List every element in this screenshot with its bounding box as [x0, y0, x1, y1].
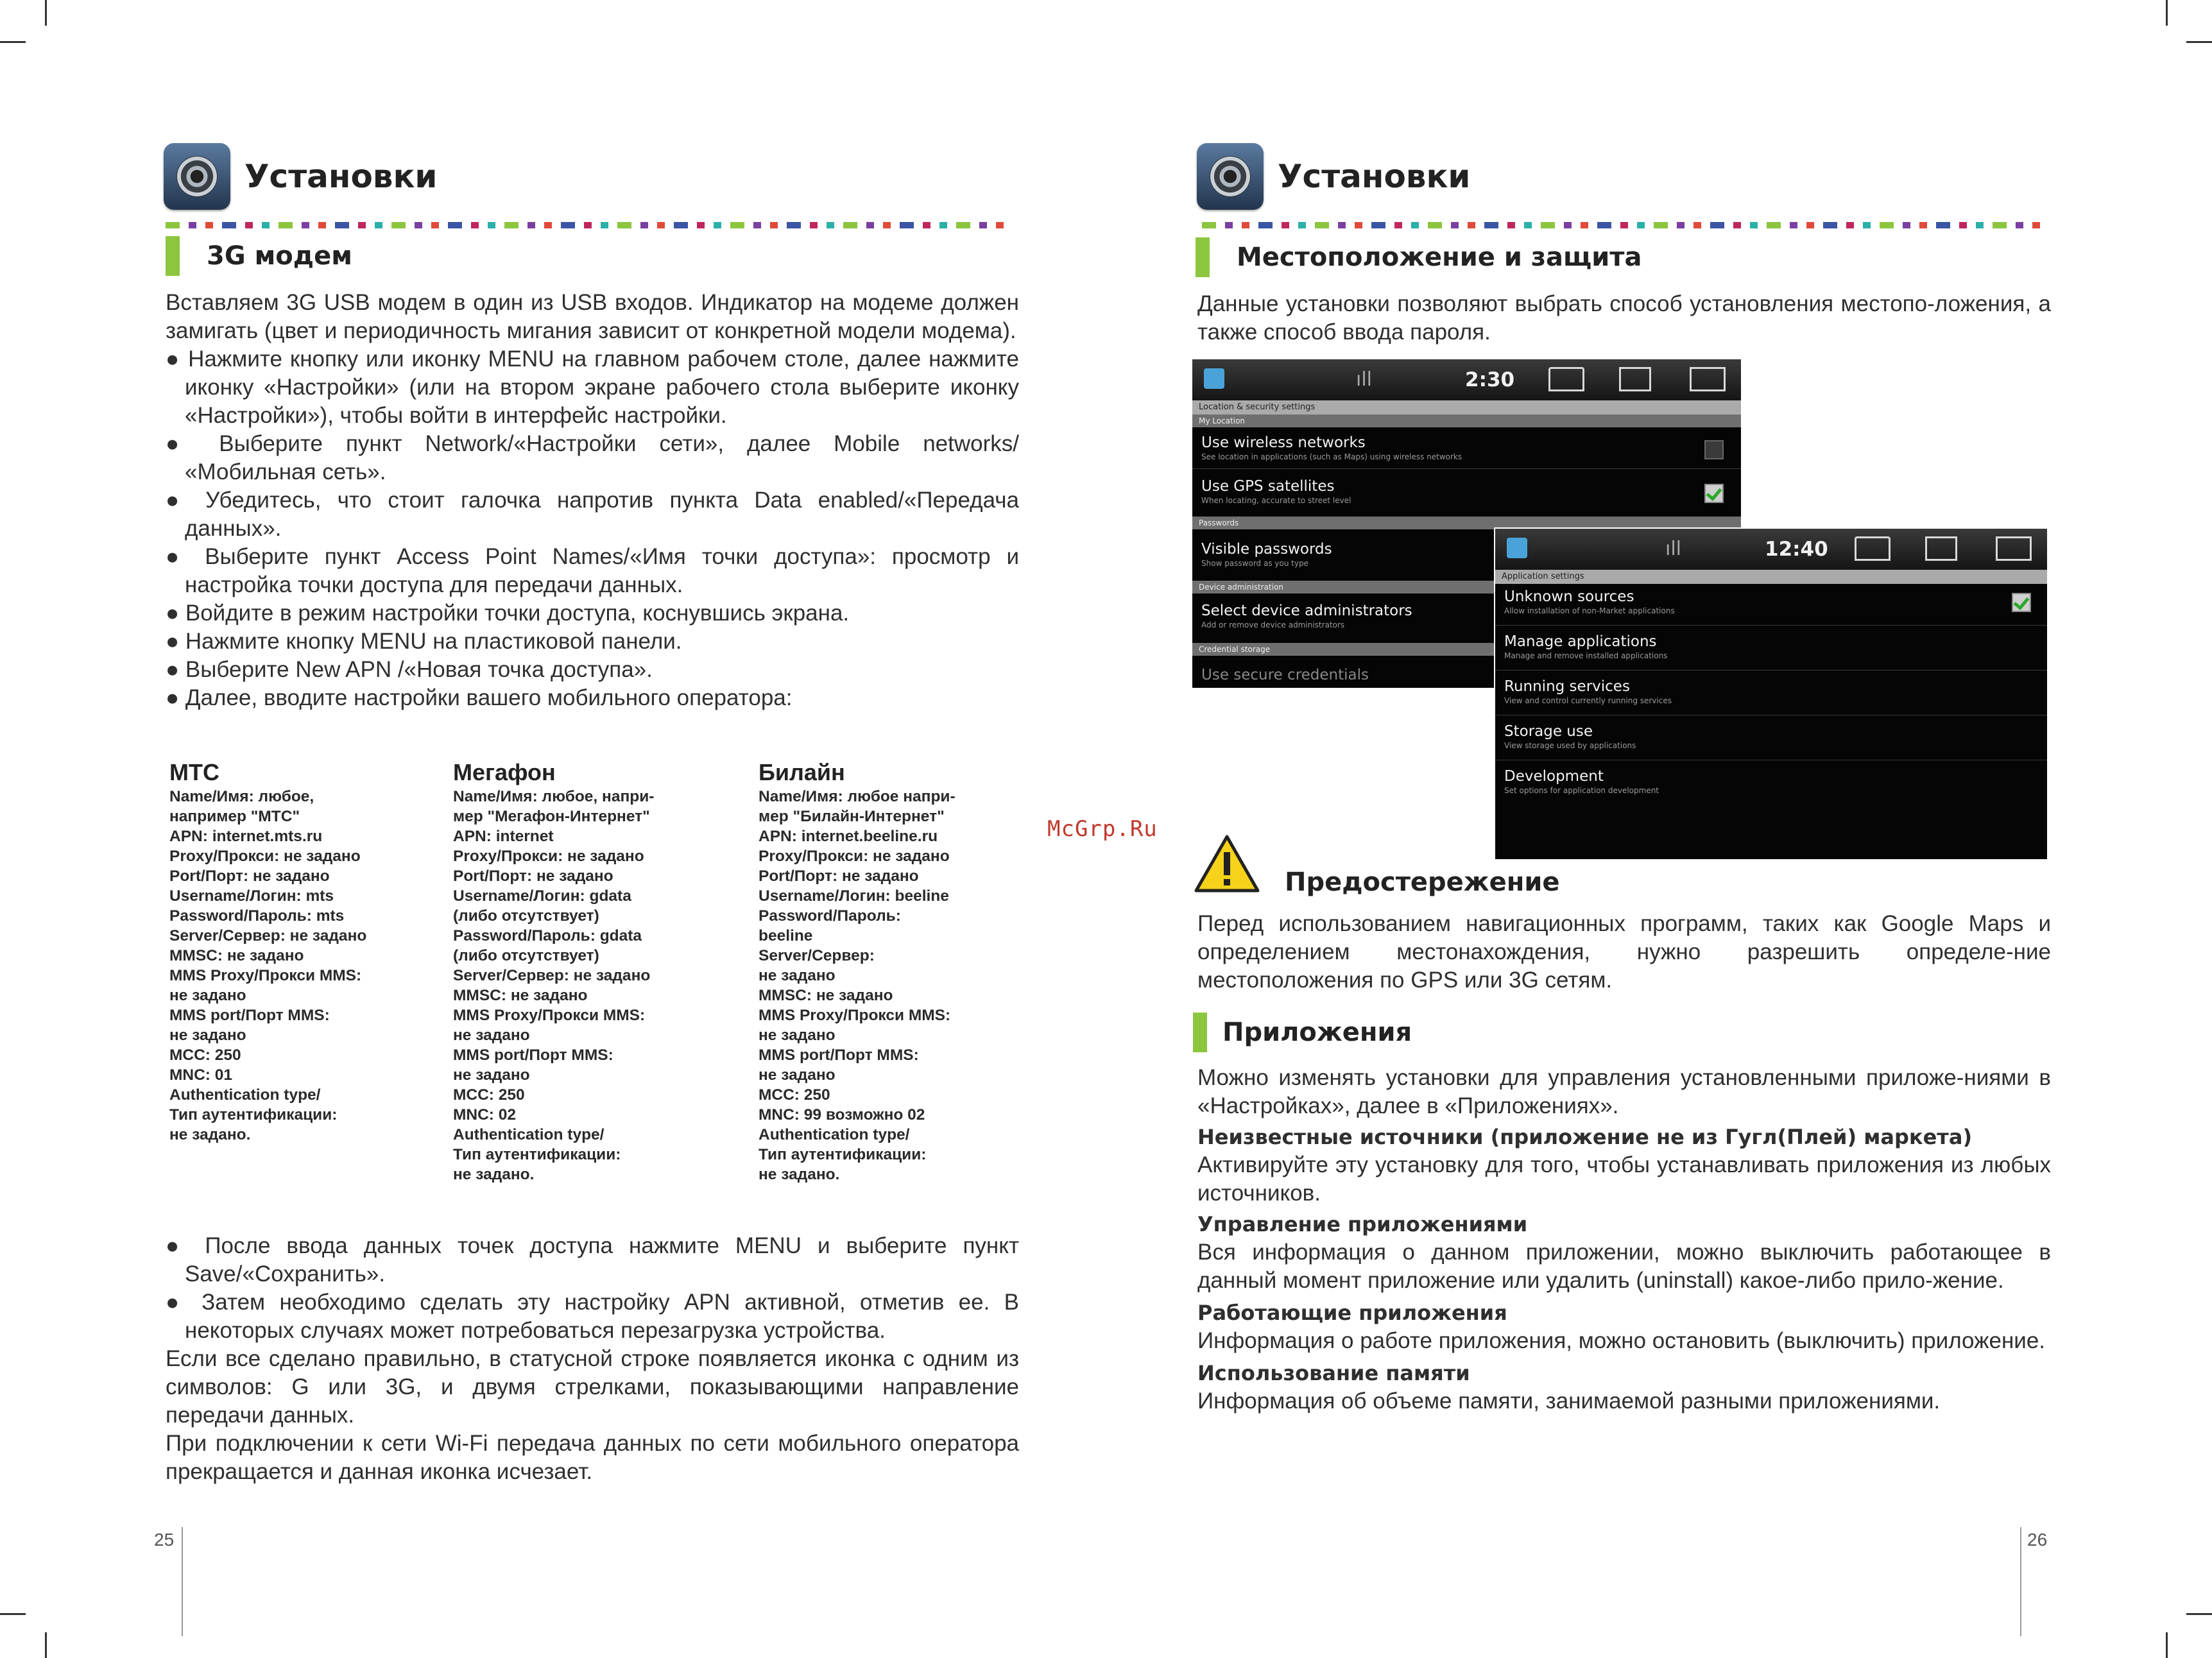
- bullet-item: ● Войдите в режим настройки точки доступа, коснувшись экрана.: [166, 601, 850, 626]
- status-bar: [1192, 359, 1741, 400]
- apps-icon: [1204, 368, 1224, 389]
- operator-setting-line: Password/Пароль: mts: [169, 907, 345, 925]
- divider-dot: [730, 222, 744, 228]
- divider-dot: [939, 222, 947, 228]
- operator-setting-line: Тип аутентификации:: [453, 1146, 621, 1163]
- setting-manage-applications[interactable]: Manage applications Manage and remove installed applications: [1504, 633, 1668, 660]
- back-icon: [1996, 536, 2032, 561]
- divider-dot: [883, 222, 891, 228]
- setting-use-gps[interactable]: Use GPS satellites When locating, accurate to street level: [1201, 478, 1351, 505]
- operator-setting-line: не задано: [759, 967, 836, 984]
- operator-setting-line: Name/Имя: любое,: [169, 788, 314, 805]
- divider-dot: [1919, 222, 1927, 228]
- operator-setting-line: Username/Логин: mts: [169, 887, 334, 905]
- divider-dot: [1298, 222, 1306, 228]
- divider-dot: [166, 222, 180, 228]
- checkbox-checked[interactable]: [2012, 593, 2031, 612]
- divider-dot: [1806, 222, 1814, 228]
- category-label: Passwords: [1192, 517, 1741, 529]
- divider-dot: [318, 222, 326, 228]
- divider-dot: [302, 222, 309, 228]
- operator-setting-line: MCC: 250: [453, 1086, 525, 1104]
- page-title: Установки: [244, 158, 438, 195]
- divider-dot: [900, 222, 914, 228]
- warning-icon: [1194, 834, 1260, 893]
- divider-dot: [657, 222, 665, 228]
- divider-dot: [488, 222, 495, 228]
- home-icon: [1548, 367, 1584, 391]
- page-number: 26: [2027, 1530, 2048, 1550]
- divider-dot: [1484, 222, 1498, 228]
- divider-dot: [1597, 222, 1611, 228]
- operator-setting-line: APN: internet.mts.ru: [169, 828, 323, 845]
- divider-dot: [1371, 222, 1385, 228]
- dotted-divider: [166, 222, 1013, 230]
- operator-setting-line: Port/Порт: не задано: [453, 867, 613, 885]
- subsection-title: Работающие приложения: [1197, 1301, 1507, 1325]
- divider-dot: [1355, 222, 1362, 228]
- divider-dot: [827, 222, 834, 228]
- divider-dot: [1654, 222, 1668, 228]
- divider-dot: [1823, 222, 1837, 228]
- operator-lines: [169, 787, 426, 1145]
- section-accent-bar: [166, 236, 180, 276]
- dotted-divider: [1202, 222, 2049, 230]
- operator-setting-line: не задано.: [169, 1126, 251, 1143]
- operator-setting-line: Username/Логин: gdata: [453, 887, 631, 905]
- divider: [1192, 468, 1741, 469]
- operator-setting-line: Тип аутентификации:: [759, 1146, 927, 1163]
- operator-setting-line: не задано: [169, 1027, 246, 1044]
- operator-megafon: [453, 758, 723, 1184]
- setting-device-admins[interactable]: Select device administrators Add or remove device administrators: [1201, 603, 1412, 629]
- setting-visible-passwords[interactable]: Visible passwords Show password as you type: [1201, 541, 1332, 568]
- section-accent-bar: [1193, 1013, 1207, 1052]
- divider-dot: [956, 222, 970, 228]
- screenshot-application-settings: [1494, 527, 2047, 859]
- subsection-title: Управление приложениями: [1197, 1212, 1528, 1236]
- divider-dot: [753, 222, 761, 228]
- operator-setting-line: APN: internet.beeline.ru: [759, 828, 938, 845]
- page-title: Установки: [1278, 158, 1471, 195]
- divider-dot: [431, 222, 439, 228]
- operator-lines: [453, 787, 723, 1184]
- divider-dot: [1903, 222, 1910, 228]
- bullet-item: ● Выберите New APN /«Новая точка доступа».: [166, 657, 653, 682]
- divider-dot: [714, 222, 721, 228]
- divider-dot: [415, 222, 422, 228]
- setting-unknown-sources[interactable]: Unknown sources Allow installation of non-Market applications: [1504, 588, 1675, 615]
- divider-dot: [1468, 222, 1475, 228]
- operator-setting-line: не задано.: [453, 1166, 535, 1183]
- operator-setting-line: не задано: [453, 1066, 530, 1084]
- category-label: My Location: [1192, 414, 1741, 427]
- subsection-title: Неизвестные источники (приложение не из Гугл(Плей) маркета): [1197, 1125, 1973, 1149]
- paragraph: Если все сделано правильно, в статусной строке появляется иконка с одним из символов: G или 3G, и двумя стрелками, показывающими направление передачи данных.: [166, 1346, 1019, 1428]
- divider-dot: [1993, 222, 2007, 228]
- section-header: [164, 141, 437, 212]
- operator-setting-line: MMS Proxy/Прокси MMS:: [169, 967, 362, 984]
- operator-setting-line: (либо отсутствует): [453, 947, 599, 964]
- divider-dot: [1282, 222, 1289, 228]
- settings-header-band: Application settings: [1495, 570, 2047, 584]
- location-text: Данные установки позволяют выбрать способ установления местопо-ложения, а также способ ввода пароля.: [1197, 291, 2051, 345]
- operator-setting-line: MMSC: не задано: [759, 987, 893, 1004]
- operator-setting-line: мер "Мегафон-Интернет": [453, 808, 650, 825]
- clock: 12:40: [1765, 538, 1828, 561]
- bullet-item: ● Убедитесь, что стоит галочка напротив пункта Data enabled/«Передача данных».: [166, 488, 1019, 541]
- divider: [1495, 625, 2047, 626]
- divider-dot: [843, 222, 857, 228]
- operator-setting-line: не задано.: [759, 1166, 840, 1183]
- divider-dot: [1581, 222, 1588, 228]
- section-title-3g: 3G модем: [166, 236, 352, 276]
- operator-setting-line: Password/Пароль:: [759, 907, 901, 925]
- operator-setting-line: MNC: 01: [169, 1066, 233, 1084]
- operator-setting-line: Port/Порт: не задано: [169, 867, 330, 885]
- divider-dot: [1315, 222, 1329, 228]
- divider-dot: [2016, 222, 2023, 228]
- apps-text: Можно изменять установки для управления установленными приложе-ниями в «Настройках», далее в «Приложениях». Неизвестные источники (приложение не из Гугл(Плей) маркета) Активируйте эту установку для того, чтобы устанавливать приложения из любых источников. Управление приложениями Вся информация о данном приложении, можно выключить работающее в данный момент приложение или удалить (uninstall) какое-либо прило-жение. Работающие приложения Информация о работе приложения, можно остановить (выключить) приложение. Использование памяти Информация об объеме памяти, занимаемой разными приложениями.: [1197, 1065, 2051, 1414]
- divider-dot: [1451, 222, 1459, 228]
- left-body-text: [166, 289, 1019, 712]
- settings-app-icon: [1197, 143, 1264, 210]
- divider-dot: [245, 222, 253, 228]
- divider-dot: [770, 222, 778, 228]
- recent-apps-icon: [1925, 536, 1957, 561]
- divider-dot: [1564, 222, 1572, 228]
- operator-setting-line: MMS Proxy/Прокси MMS:: [759, 1007, 951, 1024]
- divider-dot: [1242, 222, 1249, 228]
- divider-dot: [1733, 222, 1741, 228]
- left-after-text: [166, 1232, 1019, 1486]
- setting-storage-use[interactable]: Storage use View storage used by applications: [1504, 723, 1636, 750]
- warning-text: Перед использованием навигационных программ, таких как Google Maps и определением местонахождения, нужно разрешить определе-ние местоположения по GPS или 3G сетям.: [1197, 911, 2051, 993]
- divider-dot: [1524, 222, 1532, 228]
- section-title-apps: Приложения: [1193, 1013, 1412, 1052]
- operator-setting-line: MMS port/Порт MMS:: [169, 1007, 330, 1024]
- divider-dot: [1693, 222, 1701, 228]
- operator-setting-line: APN: internet: [453, 828, 554, 845]
- operator-setting-line: например "МТС": [169, 808, 300, 825]
- paragraph: При подключении к сети Wi-Fi передача данных по сети мобильного оператора прекращается и данная иконка исчезает.: [166, 1431, 1019, 1484]
- divider-dot: [810, 222, 818, 228]
- divider-dot: [640, 222, 648, 228]
- operator-setting-line: MCC: 250: [759, 1086, 830, 1104]
- divider-dot: [561, 222, 575, 228]
- setting-secure-credentials[interactable]: Use secure credentials: [1201, 667, 1369, 683]
- divider-dot: [1976, 222, 1984, 228]
- divider-dot: [222, 222, 236, 228]
- divider-dot: [1225, 222, 1233, 228]
- operator-setting-line: MMS port/Порт MMS:: [453, 1047, 613, 1064]
- operator-setting-line: Proxy/Прокси: не задано: [169, 848, 361, 865]
- operator-setting-line: MMS Proxy/Прокси MMS:: [453, 1007, 646, 1024]
- home-icon: [1855, 536, 1890, 561]
- operator-name: Билайн: [759, 759, 845, 785]
- operator-setting-line: Authentication type/: [759, 1126, 910, 1143]
- divider-dot: [1338, 222, 1346, 228]
- divider-dot: [1411, 222, 1419, 228]
- operator-setting-line: Server/Сервер: не задано: [169, 927, 367, 944]
- divider-dot: [1710, 222, 1724, 228]
- divider-dot: [471, 222, 479, 228]
- right-page: [1106, 0, 2212, 1658]
- operator-setting-line: Port/Порт: не задано: [759, 867, 919, 885]
- divider-dot: [375, 222, 382, 228]
- operator-setting-line: MMSC: не задано: [453, 987, 588, 1004]
- divider-dot: [996, 222, 1004, 228]
- divider-dot: [866, 222, 874, 228]
- recent-apps-icon: [1619, 367, 1651, 391]
- divider-dot: [787, 222, 801, 228]
- divider-dot: [262, 222, 270, 228]
- operator-beeline: [759, 758, 1028, 1184]
- operator-setting-line: Server/Сервер:: [759, 947, 875, 964]
- operator-setting-line: MMS port/Порт MMS:: [759, 1047, 919, 1064]
- page-number: 25: [154, 1530, 175, 1550]
- section-header: [1197, 141, 1470, 212]
- divider-dot: [1258, 222, 1273, 228]
- section-accent-bar: [1196, 237, 1210, 277]
- clock: 2:30: [1465, 368, 1515, 391]
- divider-dot: [979, 222, 987, 228]
- operator-setting-line: MCC: 250: [169, 1047, 241, 1064]
- bullet-item: ● Далее, вводите настройки вашего мобильного оператора:: [166, 685, 793, 710]
- operator-mts: [169, 758, 426, 1145]
- setting-use-wireless[interactable]: Use wireless networks See location in applications (such as Maps) using wireless networks: [1201, 434, 1462, 461]
- operator-setting-line: MNC: 99 возможно 02: [759, 1106, 925, 1124]
- signal-icon: ıll: [1665, 538, 1682, 560]
- operator-setting-line: Username/Логин: beeline: [759, 887, 949, 905]
- operator-setting-line: не задано: [759, 1027, 836, 1044]
- subsection-title: Использование памяти: [1197, 1361, 1470, 1385]
- intro-paragraph: Вставляем 3G USB модем в один из USB входов. Индикатор на модеме должен замигать (цвет и периодичность мигания зависит от конкретной модели модема).: [166, 290, 1019, 343]
- settings-header-band: Location & security settings: [1192, 400, 1741, 414]
- divider: [1495, 670, 2047, 671]
- divider-dot: [923, 222, 930, 228]
- operator-setting-line: MNC: 02: [453, 1106, 517, 1124]
- divider-dot: [697, 222, 705, 228]
- operator-setting-line: мер "Билайн-Интернет": [759, 808, 945, 825]
- divider-dot: [358, 222, 366, 228]
- bullet-item: ● Выберите пункт Network/«Настройки сети», далее Mobile networks/ «Мобильная сеть».: [166, 431, 1019, 484]
- operator-setting-line: Тип аутентификации:: [169, 1106, 338, 1124]
- divider-dot: [1677, 222, 1685, 228]
- operator-setting-line: Proxy/Прокси: не задано: [759, 848, 950, 865]
- divider-dot: [1507, 222, 1515, 228]
- divider-dot: [279, 222, 293, 228]
- operator-setting-line: Authentication type/: [453, 1126, 604, 1143]
- divider-dot: [584, 222, 592, 228]
- divider-dot: [674, 222, 688, 228]
- divider-dot: [504, 222, 519, 228]
- divider-dot: [1202, 222, 1216, 228]
- category-label: Device administration: [1192, 581, 1741, 594]
- operator-setting-line: не задано: [759, 1066, 836, 1084]
- divider-dot: [1846, 222, 1854, 228]
- apps-icon: [1507, 538, 1527, 558]
- divider-dot: [1750, 222, 1758, 228]
- bullet-item: ● Затем необходимо сделать эту настройку APN активной, отметив ее. В некоторых случаях может потребоваться перезагрузка устройства.: [166, 1290, 1019, 1343]
- operator-setting-line: Proxy/Прокси: не задано: [453, 848, 644, 865]
- back-icon: [1690, 367, 1726, 391]
- divider-dot: [1880, 222, 1894, 228]
- signal-icon: ıll: [1356, 368, 1373, 391]
- settings-app-icon: [164, 143, 230, 210]
- divider-dot: [335, 222, 349, 228]
- bullet-item: ● Выберите пункт Access Point Names/«Имя точки доступа»: просмотр и настройка точки доступа для передачи данных.: [166, 544, 1019, 597]
- operator-setting-line: Server/Сервер: не задано: [453, 967, 651, 984]
- operator-setting-line: Name/Имя: любое напри-: [759, 788, 956, 805]
- divider-dot: [617, 222, 631, 228]
- operator-setting-line: (либо отсутствует): [453, 907, 599, 925]
- divider-dot: [1863, 222, 1871, 228]
- divider-dot: [2032, 222, 2040, 228]
- divider-dot: [205, 222, 213, 228]
- operator-name: Мегафон: [453, 759, 556, 785]
- divider-dot: [391, 222, 406, 228]
- operator-setting-line: Password/Пароль: gdata: [453, 927, 642, 944]
- operator-setting-line: beeline: [759, 927, 813, 944]
- operator-setting-line: не задано: [453, 1027, 530, 1044]
- divider-dot: [527, 222, 535, 228]
- divider-dot: [1394, 222, 1402, 228]
- divider-dot: [1767, 222, 1781, 228]
- operator-setting-line: Name/Имя: любое, напри-: [453, 788, 655, 805]
- bullet-item: ● Нажмите кнопку или иконку MENU на главном рабочем столе, далее нажмите иконку «Настройки» (или на втором экране рабочего стола выберите иконку «Настройки»), чтобы войти в интерфейс настройки.: [166, 346, 1019, 428]
- status-bar: [1495, 529, 2047, 570]
- operator-setting-line: не задано: [169, 987, 246, 1004]
- divider-dot: [1428, 222, 1442, 228]
- checkbox-checked[interactable]: [1704, 484, 1724, 503]
- operator-lines: [759, 787, 1028, 1184]
- divider-dot: [1637, 222, 1645, 228]
- warning-title: Предостережение: [1285, 867, 1560, 897]
- divider-dot: [448, 222, 462, 228]
- divider-dot: [544, 222, 552, 228]
- bullet-item: ● После ввода данных точек доступа нажмите MENU и выберите пункт Save/«Сохранить».: [166, 1233, 1019, 1286]
- setting-running-services[interactable]: Running services View and control currently running services: [1504, 678, 1672, 705]
- checkbox-unchecked[interactable]: [1704, 440, 1724, 459]
- operator-setting-line: Authentication type/: [169, 1086, 321, 1104]
- bullet-item: ● Нажмите кнопку MENU на пластиковой панели.: [166, 629, 682, 654]
- divider-dot: [1790, 222, 1797, 228]
- operator-name: МТС: [169, 759, 219, 785]
- divider-dot: [601, 222, 608, 228]
- divider-dot: [1936, 222, 1950, 228]
- category-label: Credential storage: [1192, 643, 1741, 656]
- setting-development[interactable]: Development Set options for application development: [1504, 768, 1659, 795]
- watermark: McGrp.Ru: [1047, 816, 1158, 842]
- section-title-location: Местоположение и защита: [1196, 237, 1642, 277]
- divider-dot: [1541, 222, 1555, 228]
- divider-dot: [189, 222, 196, 228]
- operator-setting-line: MMSC: не задано: [169, 947, 304, 964]
- divider-dot: [1959, 222, 1967, 228]
- divider-dot: [1620, 222, 1628, 228]
